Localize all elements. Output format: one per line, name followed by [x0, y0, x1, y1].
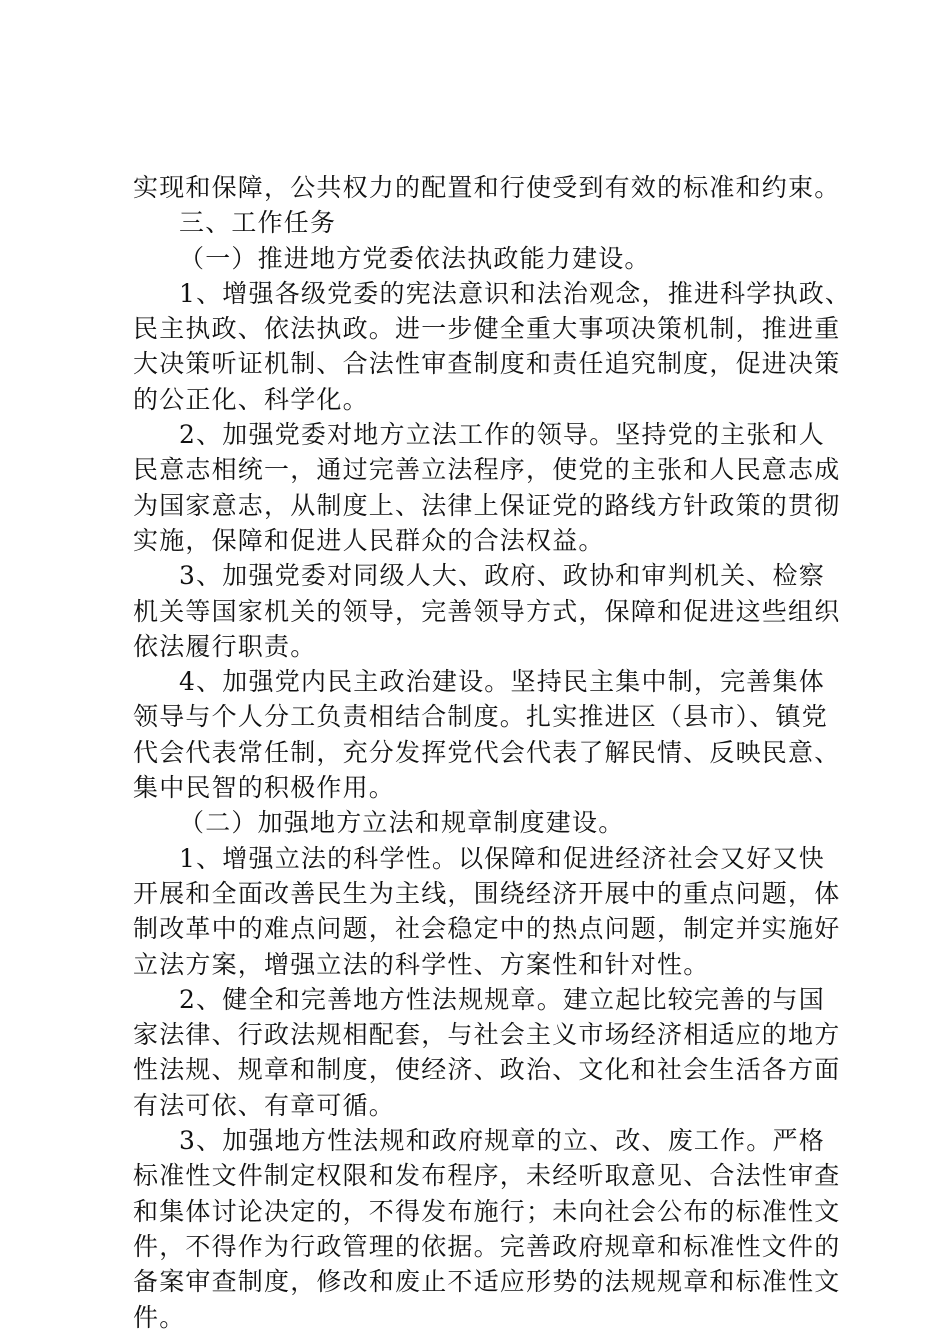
text-line: 立法方案，增强立法的科学性、方案性和针对性。: [133, 949, 710, 979]
text-line: 2、健全和完善地方性法规规章。建立起比较完善的与国: [179, 984, 825, 1014]
text-line: 制改革中的难点问题，社会稳定中的热点问题，制定并实施好: [133, 914, 841, 944]
text-line: 民意志相统一，通过完善立法程序，使党的主张和人民意志成: [133, 455, 841, 485]
text-line: 1、增强立法的科学性。以保障和促进经济社会又好又快: [179, 843, 825, 873]
text-line: 为国家意志，从制度上、法律上保证党的路线方针政策的贯彻: [133, 490, 841, 520]
text-line: 3、加强党委对同级人大、政府、政协和审判机关、检察: [179, 561, 825, 591]
text-line: 和集体讨论决定的，不得发布施行；未向社会公布的标准性文: [133, 1196, 841, 1226]
text-line: 3、加强地方性法规和政府规章的立、改、废工作。严格: [179, 1126, 825, 1156]
text-line: 家法律、行政法规相配套，与社会主义市场经济相适应的地方: [133, 1020, 841, 1050]
text-line: 的公正化、科学化。: [133, 384, 369, 414]
text-line: 机关等国家机关的领导，完善领导方式，保障和促进这些组织: [133, 596, 841, 626]
text-line: 代会代表常任制，充分发挥党代会代表了解民情、反映民意、: [133, 737, 841, 767]
text-line: 标准性文件制定权限和发布程序，未经听取意见、合法性审查: [133, 1161, 841, 1191]
text-line: 4、加强党内民主政治建设。坚持民主集中制，完善集体: [179, 667, 825, 697]
text-line: 2、加强党委对地方立法工作的领导。坚持党的主张和人: [179, 420, 825, 450]
text-line: 集中民智的积极作用。: [133, 773, 396, 803]
section-heading: 三、工作任务: [179, 208, 337, 238]
text-line: 领导与个人分工负责相结合制度。扎实推进区（县市）、镇党: [133, 702, 828, 732]
text-line: 大决策听证机制、合法性审查制度和责任追究制度，促进决策: [133, 349, 841, 379]
text-line: 开展和全面改善民生为主线，围绕经济开展中的重点问题，体: [133, 878, 841, 908]
document-body: [133, 170, 852, 1335]
text-line: 性法规、规章和制度，使经济、政治、文化和社会生活各方面: [133, 1055, 841, 1085]
subsection-heading: （一）推进地方党委依法执政能力建设。: [179, 243, 651, 273]
text-line: 有法可依、有章可循。: [133, 1090, 396, 1120]
text-line: 实施，保障和促进人民群众的合法权益。: [133, 525, 605, 555]
text-line: 备案审查制度，修改和废止不适应形势的法规规章和标准性文: [133, 1267, 841, 1297]
text-line: 件。: [133, 1302, 186, 1332]
text-line: 实现和保障，公共权力的配置和行使受到有效的标准和约束。: [133, 173, 841, 202]
subsection-heading: （二）加强地方立法和规章制度建设。: [179, 808, 625, 838]
text-line: 依法履行职责。: [133, 631, 317, 661]
text-line: 1、增强各级党委的宪法意识和法治观念，推进科学执政、: [179, 278, 852, 308]
text-line: 民主执政、依法执政。进一步健全重大事项决策机制，推进重: [133, 314, 841, 344]
text-line: 件，不得作为行政管理的依据。完善政府规章和标准性文件的: [133, 1231, 841, 1261]
